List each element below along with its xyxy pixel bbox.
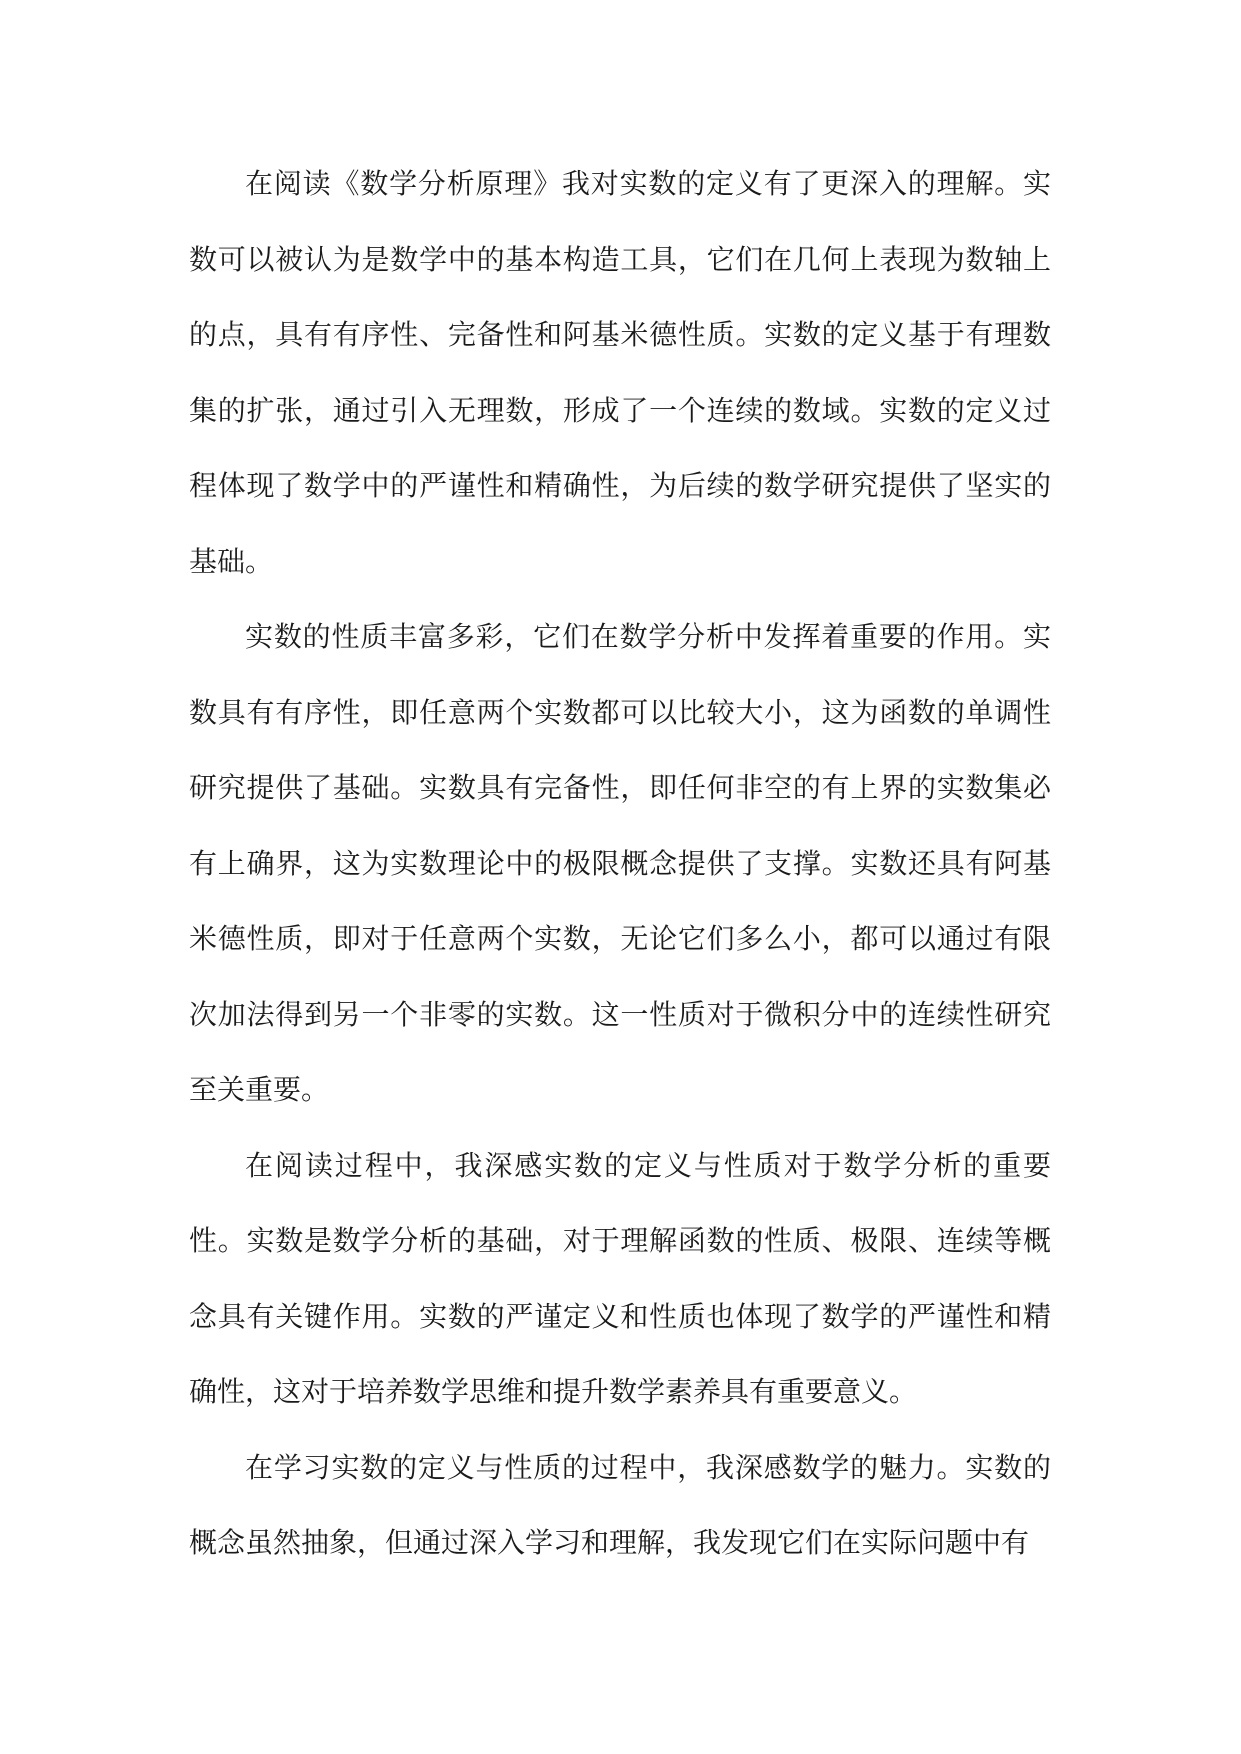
paragraph-4: 在学习实数的定义与性质的过程中，我深感数学的魅力。实数的概念虽然抽象，但通过深入学习和理解，我发现它们在实际问题中有: [189, 1450, 1051, 1559]
paragraph-3: 在阅读过程中，我深感实数的定义与性质对于数学分析的重要性。实数是数学分析的基础，对于理解函数的性质、极限、连续等概念具有关键作用。实数的严谨定义和性质也体现了数学的严谨性和精确性，这对于培养数学思维和提升数学素养具有重要意义。: [189, 1148, 1051, 1408]
paragraph-1: 在阅读《数学分析原理》我对实数的定义有了更深入的理解。实数可以被认为是数学中的基本构造工具，它们在几何上表现为数轴上的点，具有有序性、完备性和阿基米德性质。实数的定义基于有理数集的扩张，通过引入无理数，形成了一个连续的数域。实数的定义过程体现了数学中的严谨性和精确性，为后续的数学研究提供了坚实的基础。: [189, 167, 1051, 578]
document-body: [189, 146, 1051, 1581]
paragraph-2: 实数的性质丰富多彩，它们在数学分析中发挥着重要的作用。实数具有有序性，即任意两个实数都可以比较大小，这为函数的单调性研究提供了基础。实数具有完备性，即任何非空的有上界的实数集必有上确界，这为实数理论中的极限概念提供了支撑。实数还具有阿基米德性质，即对于任意两个实数，无论它们多么小，都可以通过有限次加法得到另一个非零的实数。这一性质对于微积分中的连续性研究至关重要。: [189, 620, 1051, 1106]
